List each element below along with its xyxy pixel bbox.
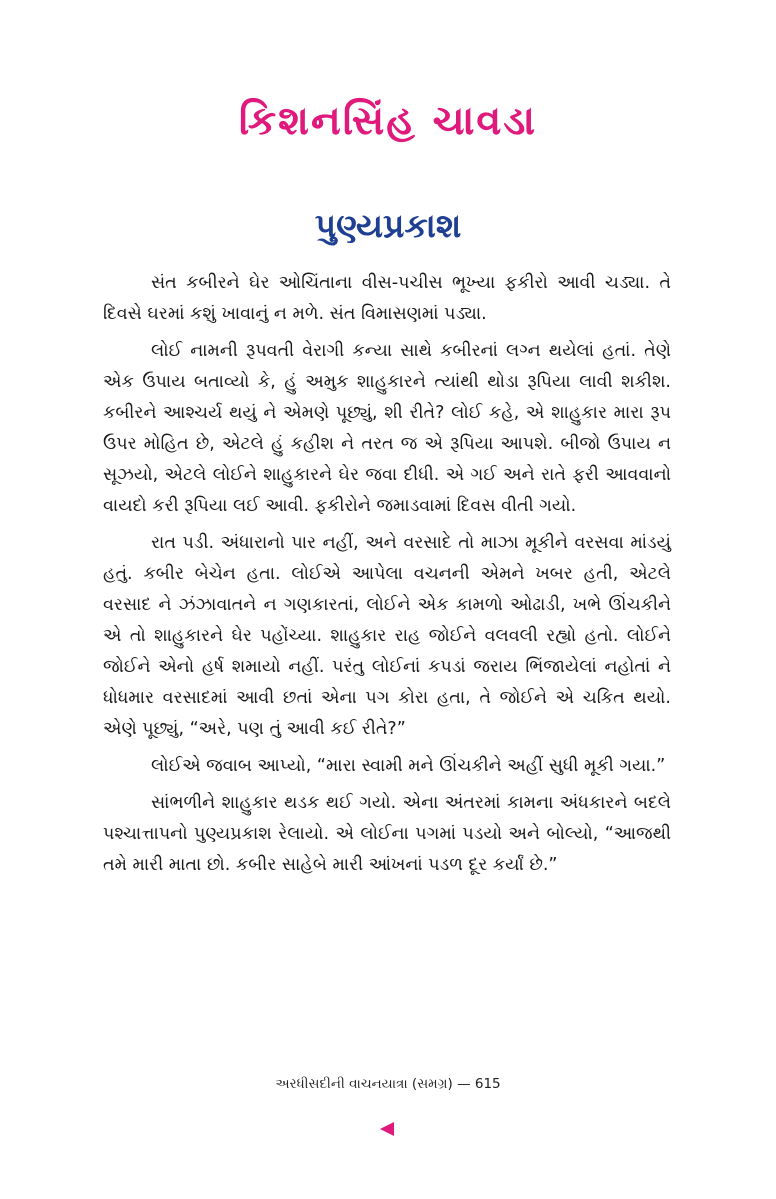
page-footer: અરધીસદીની વાચનયાત્રા (સમગ્ર) — 615 (275, 1076, 501, 1092)
paragraph-3: રાત પડી. અંધારાનો પાર નહીં, અને વરસાદે તો માઝા મૂકીને વરસવા માંડયું હતું. કબીર બેચેન હતા. લોઈએ આપેલા વચનની એમને ખબર હતી, એટલે વરસાદ ને ઝંઝાવાતને ન ગણકારતાં, લોઈને એક કામળો ઓઢાડી, ખભે ઊંચકીને એ તો શાહુકારને ઘેર પહોંચ્યા. શાહુકાર રાહ જોઈને વલવલી રહ્યો હતો. લોઈને જોઈને એનો હર્ષ શમાયો નહીં. પરંતુ લોઈનાં કપડાં જરાય ભિંજાયેલાં નહોતાં ને ધોધમાર વરસાદમાં આવી છતાં એના પગ કોરા હતા, તે જોઈને એ ચકિત થયો. એણે પૂછ્યું, “અરે, પણ તું આવી કઈ રીતે?” (103, 533, 671, 739)
previous-page-arrow-icon[interactable] (380, 1122, 394, 1136)
author-name: કિશનસિંહ ચાવડા (238, 98, 538, 144)
story-body (103, 268, 671, 887)
paragraph-1: સંત કબીરને ઘેર ઓચિંતાના વીસ-પચીસ ભૂખ્યા ફકીરો આવી ચડ્યા. તે દિવસે ઘરમાં કશું ખાવાનું ન મળે. સંત વિમાસણમાં પડ્યા. (103, 273, 671, 324)
paragraph-5: સાંભળીને શાહુકાર થડક થઈ ગયો. એના અંતરમાં કામના અંધકારને બદલે પશ્ચાત્તાપનો પુણ્યપ્રકાશ રેલાયો. એ લોઈના પગમાં પડયો અને બોલ્યો, “આજથી તમે મારી માતા છો. કબીર સાહેબે મારી આંખનાં પડળ દૂર કર્યાં છે.” (103, 793, 671, 875)
paragraph-2: લોઈ નામની રૂપવતી વેરાગી કન્યા સાથે કબીરનાં લગ્ન થયેલાં હતાં. તેણે એક ઉપાય બતાવ્યો કે, હું અમુક શાહુકારને ત્યાંથી થોડા રૂપિયા લાવી શકીશ. કબીરને આશ્ચર્ય થયું ને એમણે પૂછ્યું, શી રીતે? લોઈ કહે, એ શાહુકાર મારા રૂપ ઉપર મોહિત છે, એટલે હું કહીશ ને તરત જ એ રૂપિયા આપશે. બીજો ઉપાય ન સૂઝયો, એટલે લોઈને શાહુકારને ઘેર જવા દીધી. એ ગઈ અને રાતે ફરી આવવાનો વાયદો કરી રૂપિયા લઈ આવી. ફકીરોને જમાડવામાં દિવસ વીતી ગયો. (103, 341, 671, 516)
story-title: પુણ્યપ્રકાશ (314, 206, 462, 245)
paragraph-4: લોઈએ જવાબ આપ્યો, “મારા સ્વામી મને ઊંચકીને અહીં સુધી મૂકી ગયા.” (151, 756, 666, 776)
